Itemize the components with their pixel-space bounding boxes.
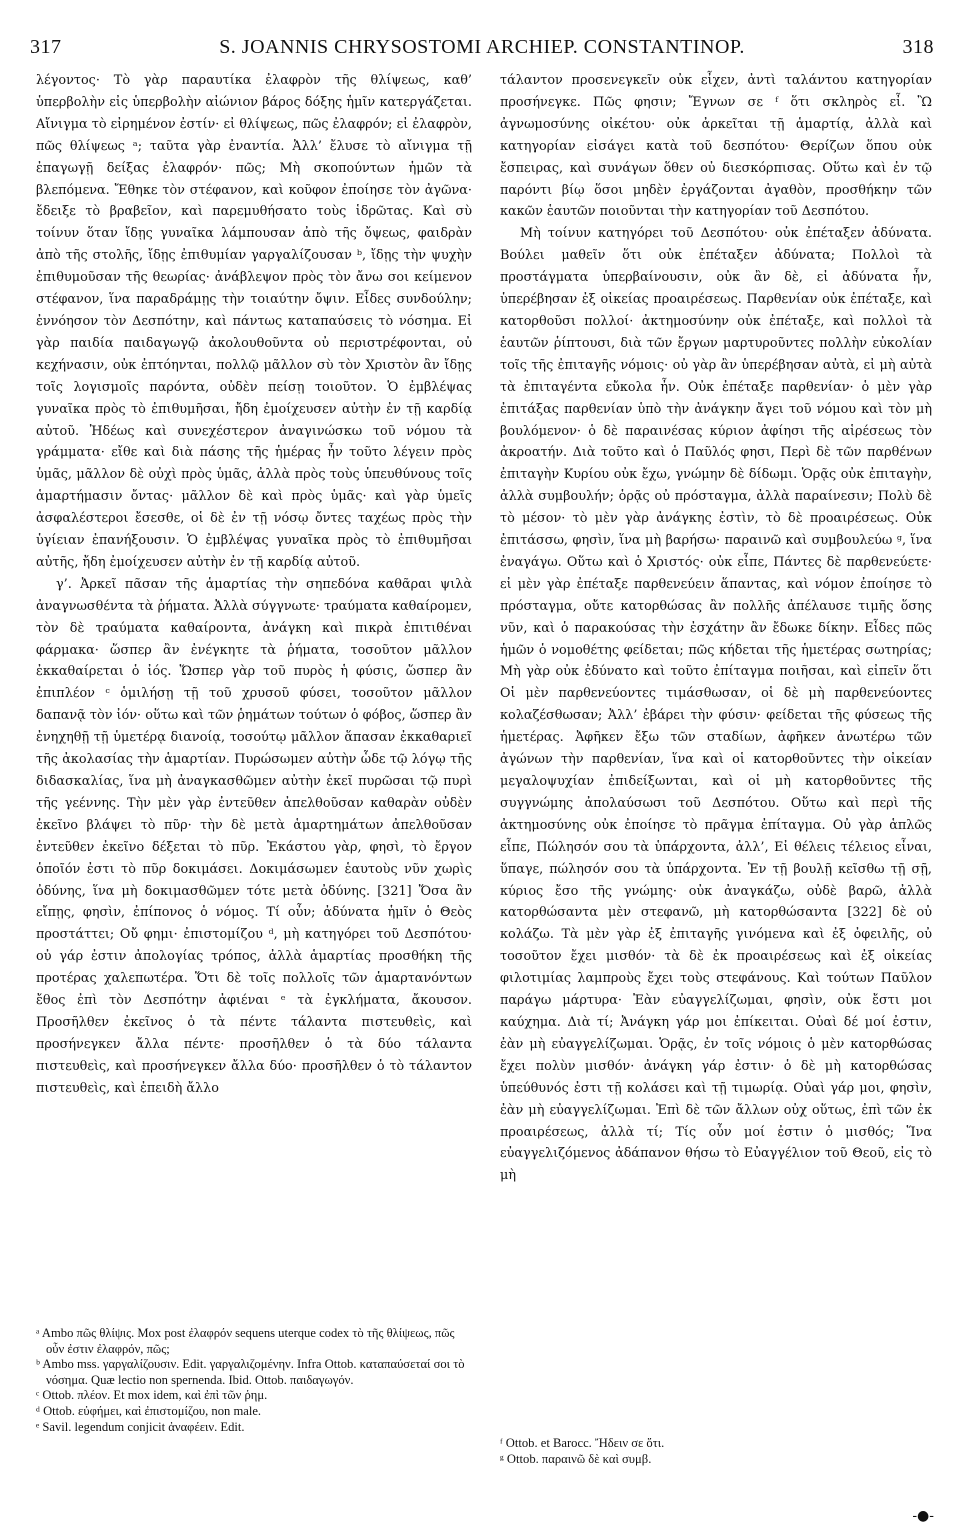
paragraph: λέγοντος· Τὸ γὰρ παραυτίκα ἐλαφρὸν τῆς θλίψεως, καθ’ ὑπερβολὴν εἰς ὑπερβολὴν αἰώνιον βάρος δόξης ἡμῖν κατεργάζεται. Αἴνιγμα τὸ εἰρημένον ἐστίν· εἰ θλίψεως, πῶς ἐλαφρόν; εἰ ἐλαφρὸν, πῶς θλίψεως ᵃ; ταῦτα γὰρ ἐναντία. Ἀλλ’ ἔλυσε τὸ αἴνιγμα τῇ ἐπαγωγῇ δείξας ἐλαφρόν· πῶς; Μὴ σκοπούντων ἡμῶν τὰ βλεπόμενα. Ἔθηκε τὸν στέφανον, καὶ κοῦφον ἐποίησε τὸν ἀγῶνα· ἔδειξε τὸ βραβεῖον, καὶ παρεμυθήσατο τοὺς ἱδρῶτας. Καὶ σὺ τοίνυν ὅταν ἴδῃς γυναῖκα λάμπουσαν ἀπὸ τῆς ὄψεως, φαιδρὰν ἀπὸ τῆς στολῆς, ἴδῃς ἐπιθυμίαν γαργαλίζουσαν ᵇ, ἴδῃς τὴν ψυχὴν ἐπιθυμοῦσαν τῆς θεωρίας· ἀνάβλεψον πρὸς τὸν ἄνω σοι κείμενον στέφανον, ἵνα παραδράμῃς τὴν τοιαύτην ὄψιν. Εἶδες συνδούλην; ἐννόησον τὸν Δεσπότην, καὶ πάντως καταπαύσεις τὸ νόσημα. Εἰ γὰρ παιδία παιδαγωγῷ ἀκολουθοῦντα οὐ περιστρέφονται, οὐ κεχήνασιν, οὐκ ἐπτόηνται, πολλῷ μᾶλλον σὺ τὸν Χριστὸν ἂν ἴδῃς τοῖς λογισμοῖς παρόντα, οὐδὲν πείσῃ τοιοῦτον. Ὁ ἐμβλέψας γυναῖκα πρὸς τὸ ἐπιθυμῆσαι, ἤδη ἐμοίχευσεν αὐτὴν ἐν τῇ καρδίᾳ αὐτοῦ. Ἠδέως καὶ συνεχέστερον ἀναγινώσκω τοῦ νόμου τὰ γράμματα· εἴθε καὶ διὰ πάσης τῆς ἡμέρας ἦν τοῦτο λέγειν πρὸς ὑμᾶς, μᾶλλον δὲ οὐχὶ πρὸς ὑμᾶς, ἀλλὰ πρὸς τοὺς ὑπευθύνους τοῖς ἁμαρτήμασιν ὄντας· μᾶλλον δὲ καὶ πρὸς ὑμᾶς· καὶ γὰρ ὑμεῖς ἀσφαλέστεροι ἔσεσθε, οἱ δὲ ἐν τῇ νόσῳ ὄντες ταχέως πρὸς τὴν ὑγίειαν ἐπανήξουσιν. Ὁ ἐμβλέψας γυναῖκα πρὸς τὸ ἐπιθυμῆσαι αὐτῆς, ἤδη ἐμοίχευσεν αὐτὴν ἐν τῇ καρδίᾳ αὐτοῦ. — [36, 73, 472, 570]
footnote: ᵃ Ambo πῶς θλίψις. Mox post ἐλαφρόν sequens uterque codex τὸ τῆς θλίψεως, πῶς οὖν ἐστιν ἐλαφρόν, πῶς; — [36, 1326, 455, 1356]
page-header — [30, 36, 934, 60]
right-text-column — [500, 70, 932, 1187]
footnote: ᵍ Ottob. παραινῶ δὲ καὶ συμβ. — [500, 1451, 652, 1466]
left-page-number: 317 — [30, 36, 62, 58]
left-text-column — [36, 70, 472, 1100]
paragraph: τάλαντον προσενεγκεῖν οὐκ εἶχεν, ἀντὶ ταλάντου κατηγορίαν προσήνεγκε. Πῶς φησιν; Ἔγνων σε ᶠ ὅτι σκληρὸς εἶ. Ὢ ἀγνωμοσύνης οἰκέτου· οὐκ ἀρκεῖται τῇ ἁμαρτίᾳ, ἀλλὰ καὶ κατηγορίαν εἰσάγει κατὰ τοῦ δεσπότου· Θερίζων ὅπου οὐκ ἔσπειρας, καὶ συνάγων ὅθεν οὐ διεσκόρπισας. Οὕτω καὶ ἐν τῷ παρόντι βίῳ ὅσοι μηδὲν ἐργάζονται ἀγαθὸν, προσθήκην τῶν κακῶν ἑαυτῶν ποιοῦνται τὴν κατηγορίαν τοῦ Δεσπότου. — [500, 73, 932, 220]
left-footnotes — [36, 1326, 472, 1435]
footnote: ᵉ Savil. legendum conjicit ἀναφέειν. Edit. — [36, 1419, 245, 1434]
footnote: ᵈ Ottob. εὐφήμει, καὶ ἐπιστομίζου, non male. — [36, 1403, 262, 1418]
footnote: ᶠ Ottob. et Barocc. Ἤδειν σε ὅτι. — [500, 1436, 665, 1450]
right-footnotes — [500, 1436, 932, 1467]
footnote: ᶜ Ottob. πλέον. Et mox idem, καὶ ἐπὶ τῶν ῥημ. — [36, 1388, 268, 1403]
right-page-number: 318 — [902, 36, 934, 58]
footnote: ᵇ Ambo mss. γαργαλίζουσιν. Edit. γαργαλιζομένην. Infra Ottob. καταπαύσεταί σοι τὸ νόσημα. Quæ lectio non spernenda. Ibid. Ottob. παιδαγωγόν. — [36, 1357, 465, 1387]
paragraph: Μὴ τοίνυν κατηγόρει τοῦ Δεσπότου· οὐκ ἐπέταξεν ἀδύνατα. Βούλει μαθεῖν ὅτι οὐκ ἐπέταξεν ἀδύνατα; Πολλοὶ τὰ προστάγματα ὑπερβαίνουσιν, οὐκ ἂν δὲ, εἰ ἀδύνατα ἦν, ὑπερέβησαν ἐξ οἰκείας προαιρέσεως. Παρθενίαν οὐκ ἐπέταξε, καὶ κατορθοῦσι πολλοί· ἀκτημοσύνην οὐκ ἐπέταξε, καὶ πολλοὶ τὰ ἑαυτῶν ῥίπτουσι, διὰ τῶν ἔργων μαρτυροῦντες πολλὴν εὐκολίαν τοῖς τῆς ἐπιταγῆς νόμοις· οὐ γὰρ ἂν ὑπερέβησαν αὐτὰ, εἰ μὴ αὐτὰ τὰ ἐπιταγέντα εὔκολα ἦν. Οὐκ ἐπέταξε παρθενίαν· ὁ μὲν γὰρ ἐπιτάξας παρθενίαν ὑπὸ τὴν ἀνάγκην ἄγει τοῦ νόμου καὶ τὸν μὴ βουλόμενον· ὁ δὲ παραινέσας κύριον ἀφίησι τῆς αἱρέσεως τὸν ἀκροατήν. Διὰ τοῦτο καὶ ὁ Παῦλός φησι, Περὶ δὲ τῶν παρθένων ἐπιταγὴν Κυρίου οὐκ ἔχω, γνώμην δὲ δίδωμι. Ὁρᾷς οὐκ ἐπιταγὴν, ἀλλὰ συμβουλήν; ὁρᾷς οὐ πρόσταγμα, ἀλλὰ παραίνεσιν; Πολὺ δὲ τὸ μέσον· τὸ μὲν γὰρ ἀνάγκης ἐστὶν, τὸ δὲ προαιρέσεως. Οὐκ ἐπιτάσσω, φησὶν, ἵνα μὴ βαρήσω· παραινῶ καὶ συμβουλεύω ᵍ, ἵνα ἐναγάγω. Οὕτω καὶ ὁ Χριστός· οὐκ εἶπε, Πάντες δὲ παρθενεύετε· εἰ μὲν γὰρ ἐπέταξε παρθενεύειν ἅπαντας, καὶ νόμον ἐποίησε τὸ πρόσταγμα, οὔτε κατορθώσας ἂν πολλῆς ἀπέλαυσε τιμῆς ὅσης νῦν, καὶ ὁ παρακούσας τὴν ἐσχάτην ἂν ἔδωκε δίκην. Εἶδες πῶς ἡμῶν ὁ νομοθέτης φείδεται; πῶς κήδεται τῆς ἡμετέρας σωτηρίας; Μὴ γὰρ οὐκ ἐδύνατο καὶ τοῦτο ἐπίταγμα ποιῆσαι, καὶ εἰπεῖν ὅτι Οἱ μὲν παρθενεύοντες τιμάσθωσαν, οἱ δὲ μὴ παρθενεύοντες κολαζέσθωσαν; Ἀλλ’ ἐβάρει τὴν φύσιν· φείδεται τῆς φύσεως τῆς ἡμετέρας. Ἀφῆκεν ἔξω τῶν σταδίων, ἀφῆκεν ἀνωτέρω τῶν ἀγώνων τὴν παρθενίαν, ἵνα καὶ οἱ κατορθοῦντες τὴν οἰκείαν μεγαλοψυχίαν ἐπιδείξωνται, καὶ οἱ μὴ κατορθοῦντες τῆς συγγνώμης ἀπολαύσωσι τοῦ Δεσπότου. Οὕτω καὶ περὶ τῆς ἀκτημοσύνης οὐκ ἐποίησε τὸ πρᾶγμα ἐπίταγμα. Οὐ γὰρ ἁπλῶς εἶπε, Πώλησόν σου τὰ ὑπάρχοντα, ἀλλ’, Εἰ θέλεις τέλειος εἶναι, ὕπαγε, πώλησόν σου τὰ ὑπάρχοντα. Ἐν τῇ βουλῇ κεῖσθω τῇ σῇ, κύριος ἔσο τῆς γνώμης· οὐκ ἀναγκάζω, οὐδὲ βαρῶ, ἀλλὰ κατορθώσαντα μὲν στεφανῶ, μὴ κατορθώσαντα [322] δὲ οὐ κολάζω. Τὰ μὲν γὰρ ἐξ ἐπιταγῆς γινόμενα καὶ ἐξ ὀφειλῆς, οὐ τοσοῦτον ἔχει μισθόν· τὰ δὲ ἐκ προαιρέσεως καὶ ἐξ οἰκείας φιλοτιμίας λαμπροὺς ἔχει τοὺς στεφάνους. Καὶ τούτων Παῦλον παράγω μάρτυρα· Ἐὰν εὐαγγελίζωμαι, φησὶν, οὐκ ἔστι μοι καύχημα. Διὰ τί; Ἀνάγκη γάρ μοι ἐπίκειται. Οὐαὶ δέ μοί ἐστιν, ἐὰν μὴ εὐαγγελίζωμαι. Ὁρᾷς, ἐν τοῖς νόμοις ὁ μὲν κατορθώσας ἔχει πολὺν μισθόν· ἀνάγκη γάρ ἐστιν· ὁ δὲ μὴ κατορθώσας ὑπεύθυνός ἐστι τῇ κολάσει καὶ τῇ τιμωρίᾳ. Οὐαὶ γάρ μοι, φησὶν, ἐὰν μὴ εὐαγγελίζωμαι. Ἐπὶ δὲ τῶν ἄλλων οὐχ οὕτως, ἐπὶ τῶν ἐκ προαιρέσεως, ἀλλὰ τί; Τίς οὖν μοί ἐστιν ὁ μισθός; Ἵνα εὐαγγελιζόμενος ἀδάπανον θήσω τὸ Εὐαγγέλιον τοῦ Θεοῦ, εἰς τὸ μὴ — [500, 226, 932, 1184]
end-ornament: -●- — [912, 1508, 934, 1524]
running-title: S. JOANNIS CHRYSOSTOMI ARCHIEP. CONSTANTINOP. — [219, 36, 745, 58]
paragraph: γ’. Ἀρκεῖ πᾶσαν τῆς ἁμαρτίας τὴν σηπεδόνα καθᾶραι ψιλὰ ἀναγνωσθέντα τὰ ῥήματα. Ἀλλὰ σύγγνωτε· τραύματα καθαίρομεν, τὸν δὲ τραύματα καθαίροντα, ἀνάγκη καὶ πικρὰ ἐπιτιθέναι φάρμακα· ὥσπερ ἂν ἐνέγκητε τὰ ῥήματα, τοσοῦτον μᾶλλον ἐκκαθαίρεται ὁ ἰός. Ὥσπερ γὰρ τοῦ πυρὸς ἡ φύσις, ὥσπερ ἂν ἐπιπλέον ᶜ ὁμιλήσῃ τῇ τοῦ χρυσοῦ φύσει, τοσοῦτον μᾶλλον δαπανᾷ τὸν ἰόν· οὕτω καὶ τῶν ῥημάτων τούτων ὁ φόβος, ὥσπερ ἂν ἐνηχηθῇ τῇ ὑμετέρᾳ διανοίᾳ, τοσούτῳ μᾶλλον ἅπασαν ἐκκαθαριεῖ τῆς ἀκολασίας τὴν ἁμαρτίαν. Πυρώσωμεν αὐτὴν ὧδε τῷ λόγῳ τῆς διδασκαλίας, ἵνα μὴ ἀναγκασθῶμεν αὐτὴν ἐκεῖ πυρῶσαι τῷ πυρὶ τῆς γεέννης. Τὴν μὲν γὰρ ἐντεῦθεν ἀπελθοῦσαν καθαρὰν οὐδὲν ἐκεῖνο βλάψει τὸ πῦρ· τὴν δὲ μετὰ ἁμαρτημάτων ἀπελθοῦσαν ἐντεῦθεν ἐκεῖνο δέξεται τὸ πῦρ. Ἑκάστου γὰρ, φησὶ, τὸ ἔργον ὁποῖόν ἐστι τὸ πῦρ δοκιμάσει. Δοκιμάσωμεν ἑαυτοὺς νῦν χωρὶς ὀδύνης, ἵνα μὴ δοκιμασθῶμεν τότε μετὰ ὀδύνης. [321] Ὅσα ἂν εἴπῃς, φησὶν, ἐπίπονος ὁ νόμος. Τί οὖν; ἀδύνατα ἡμῖν ὁ Θεὸς προστάττει; Οὔ φημι· ἐπιστομίζου ᵈ, μὴ κατηγόρει τοῦ Δεσπότου· οὐ γάρ ἐστιν ἀπολογίας τρόπος, ἀλλὰ ἁμαρτίας προσθήκη τῆς προτέρας χαλεπωτέρα. Ὅτι δὲ τοῖς πολλοῖς τῶν ἁμαρτανόντων ἔθος ἐπὶ τὸν Δεσπότην ἀφιέναι ᵉ τὰ ἐγκλήματα, ἄκουσον. Προσῆλθεν ἐκεῖνος ὁ τὰ πέντε τάλαντα πιστευθεὶς, καὶ προσήνεγκεν ἄλλα πέντε· προσῆλθεν ὁ τὰ δύο τάλαντα πιστευθεὶς, καὶ προσήνεγκεν ἄλλα δύο· προσῆλθεν ὁ τὸ τάλαντον πιστευθεὶς, καὶ ἐπειδὴ ἄλλο — [36, 576, 472, 1096]
